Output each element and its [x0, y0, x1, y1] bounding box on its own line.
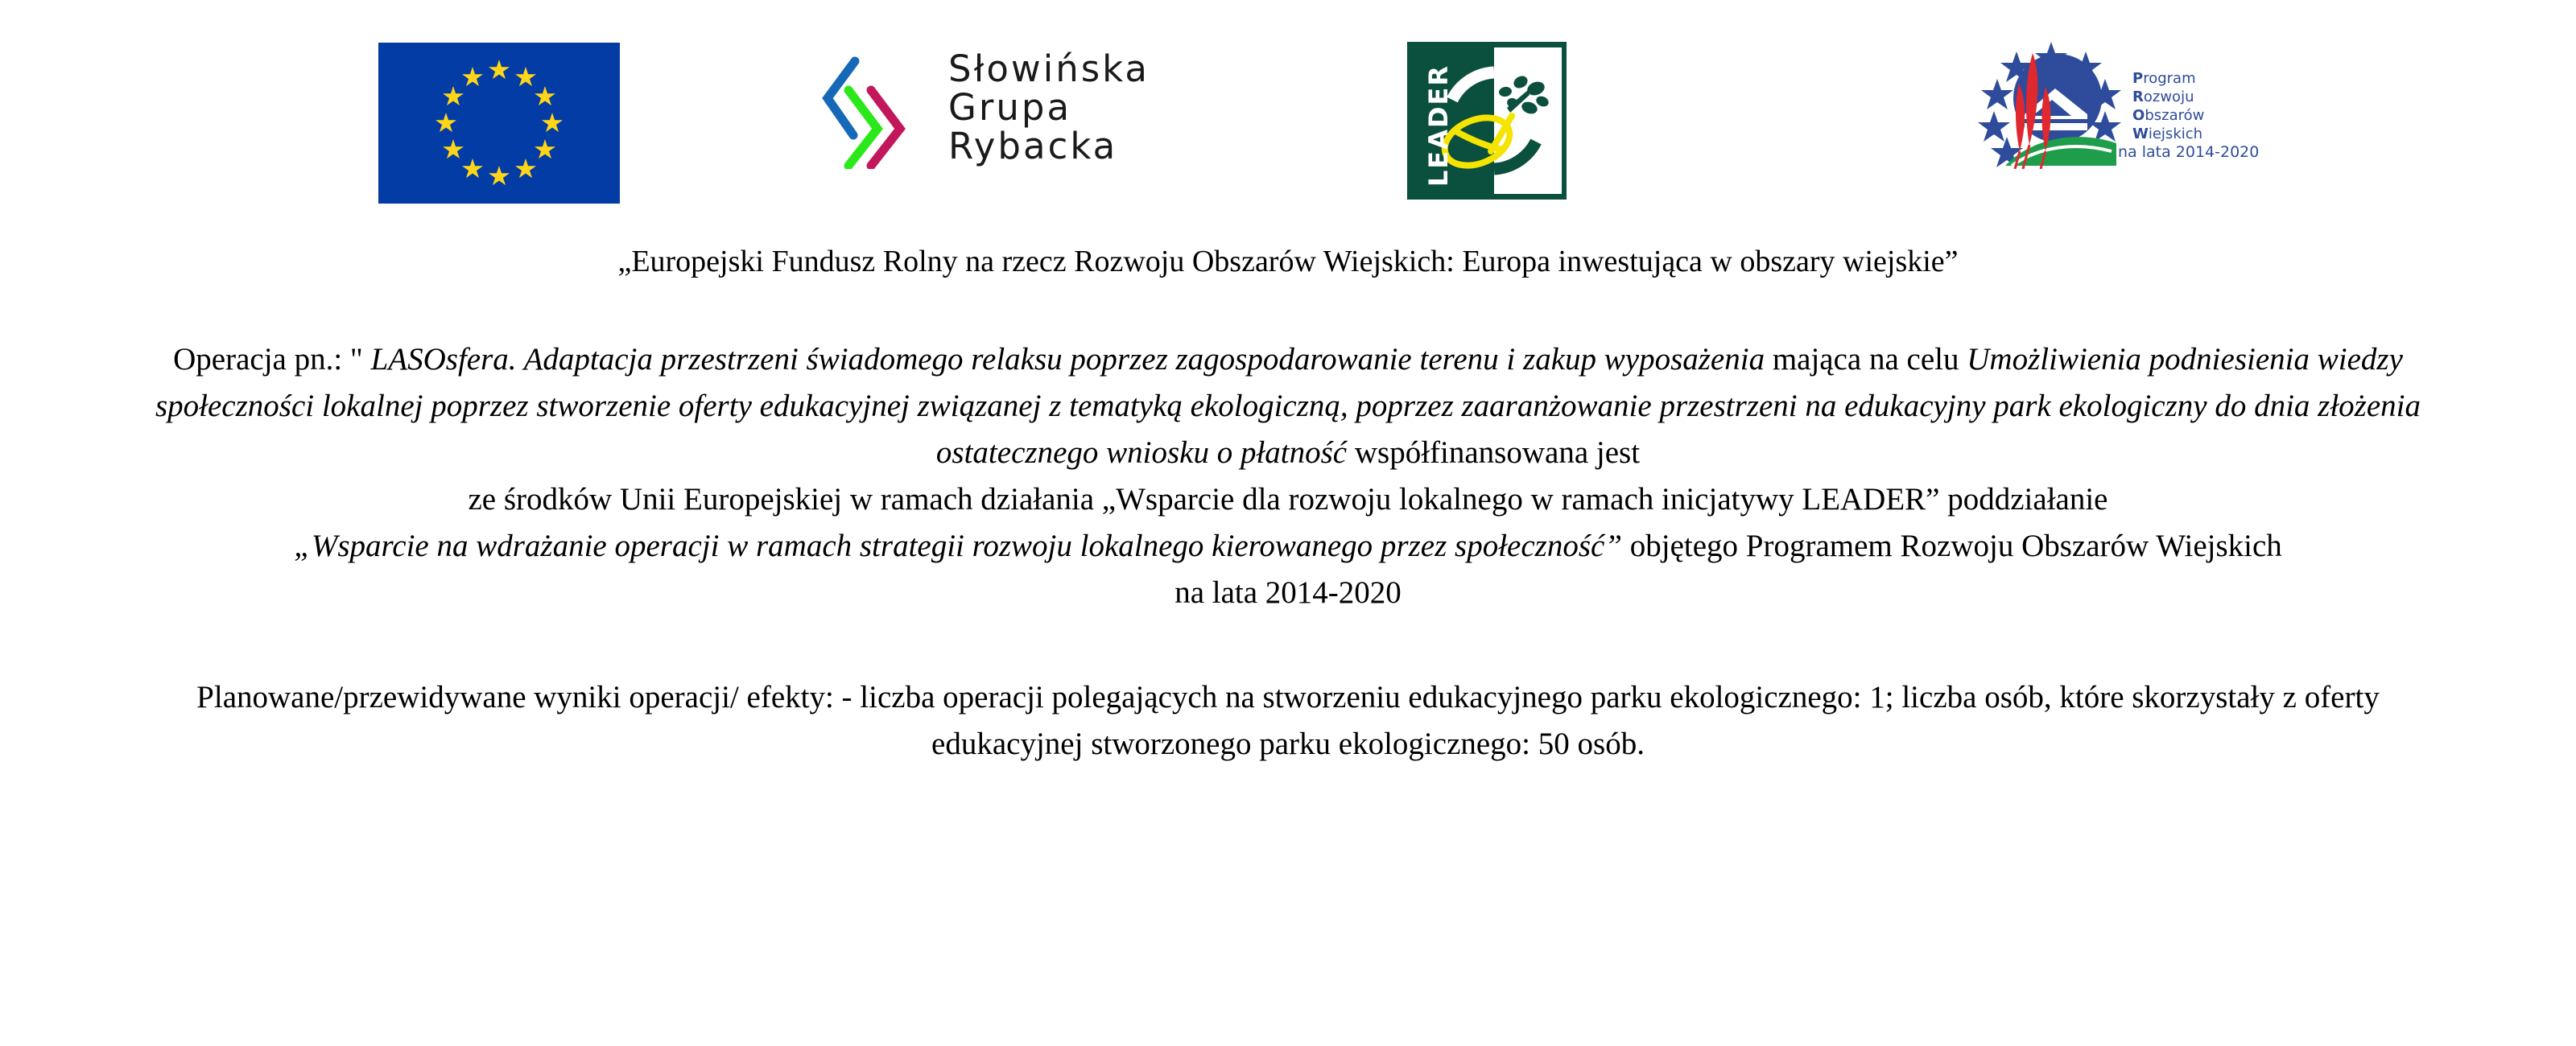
sgr-chevrons-icon — [821, 48, 934, 169]
eu-star — [443, 86, 464, 107]
sgr-wordmark-line-3: Rybacka — [948, 125, 1118, 167]
eu-star — [436, 113, 456, 134]
prow-logo — [1975, 24, 2260, 169]
eu-star — [489, 60, 510, 80]
slowinska-grupa-rybacka-logo — [821, 48, 1159, 169]
eu-fund-motto: „Europejski Fundusz Rolny na rzecz Rozwoju Obszarów Wiejskich: Europa inwestująca w obszary wiejskie” — [617, 245, 1959, 278]
prow-wordmark-line-2: Rozwoju — [2132, 89, 2194, 105]
operation-title-text: LASOsfera. Adaptacja przestrzeni świadomego relaksu poprzez zagospodarowanie terenu i zakup wyposażenia — [370, 342, 1765, 377]
leader-emblem-icon — [1407, 42, 1567, 200]
leader-logo — [1407, 42, 1567, 200]
operation-cofinancing-text: współfinansowana jest — [1347, 435, 1641, 470]
prow-wordmark — [2132, 69, 2204, 143]
eu-star — [535, 86, 555, 107]
eu-star — [515, 159, 536, 179]
operation-funding-source-line: ze środków Unii Europejskiej w ramach działania „Wsparcie dla rozwoju lokalnego w ramach inicjatywy LEADER” poddziałanie — [468, 482, 2108, 517]
sgr-wordmark-line-1: Słowińska — [948, 47, 1150, 90]
leader-wordmark: LEADER — [1423, 64, 1454, 187]
operation-description-paragraph — [0, 336, 2576, 616]
eu-star — [515, 67, 536, 88]
planned-effects-text: Planowane/przewidywane wyniki operacji/ efekty: - liczba operacji polegających na stworzeniu edukacyjnego parku ekologicznego: 1; liczba osób, które skorzystały z oferty edukacyjnej stworzonego parku ekologicznego: 50 osób. — [196, 680, 2380, 761]
planned-effects-paragraph — [0, 674, 2576, 768]
eu-star — [462, 159, 483, 179]
document-body — [0, 222, 2576, 768]
sgr-wordmark — [948, 47, 1150, 167]
operation-purpose-connector: mająca na celu — [1765, 342, 1967, 377]
operation-goal-text: Umożliwienia podniesienia wiedzy społeczności lokalnej poprzez stworzenie oferty edukacyjnej związanej z tematyką ekologiczną, poprzez zaaranżowanie przestrzeni na edukacyjny park ekologiczny do dnia złożenia ostatecznego wniosku o płatność — [155, 342, 2421, 470]
prow-wordmark-line-4: Wiejskich — [2132, 126, 2203, 142]
operation-lead-text: Operacja pn.: " — [173, 342, 371, 377]
eu-star — [542, 113, 563, 134]
operation-years-line: na lata 2014-2020 — [1174, 575, 1402, 610]
operation-programme-text: objętego Programem Rozwoju Obszarów Wiejskich — [1622, 529, 2282, 563]
sgr-wordmark-line-2: Grupa — [948, 86, 1072, 129]
eu-star — [443, 139, 464, 160]
logo-strip — [0, 0, 2576, 217]
prow-emblem-icon — [1975, 24, 2128, 169]
prow-years-label: na lata 2014-2020 — [2118, 143, 2260, 161]
eu-star — [462, 67, 483, 88]
eu-star — [535, 139, 555, 160]
operation-submeasure-title: „Wsparcie na wdrażanie operacji w ramach strategii rozwoju lokalnego kierowanego przez społeczność” — [294, 529, 1623, 563]
operation-description-text — [105, 336, 2471, 476]
eu-star — [489, 166, 510, 187]
operation-submeasure-line — [105, 523, 2471, 570]
eu-flag-logo — [378, 43, 620, 204]
prow-wordmark-line-3: Obszarów — [2132, 107, 2205, 124]
prow-wordmark-line-1: Program — [2132, 70, 2196, 87]
